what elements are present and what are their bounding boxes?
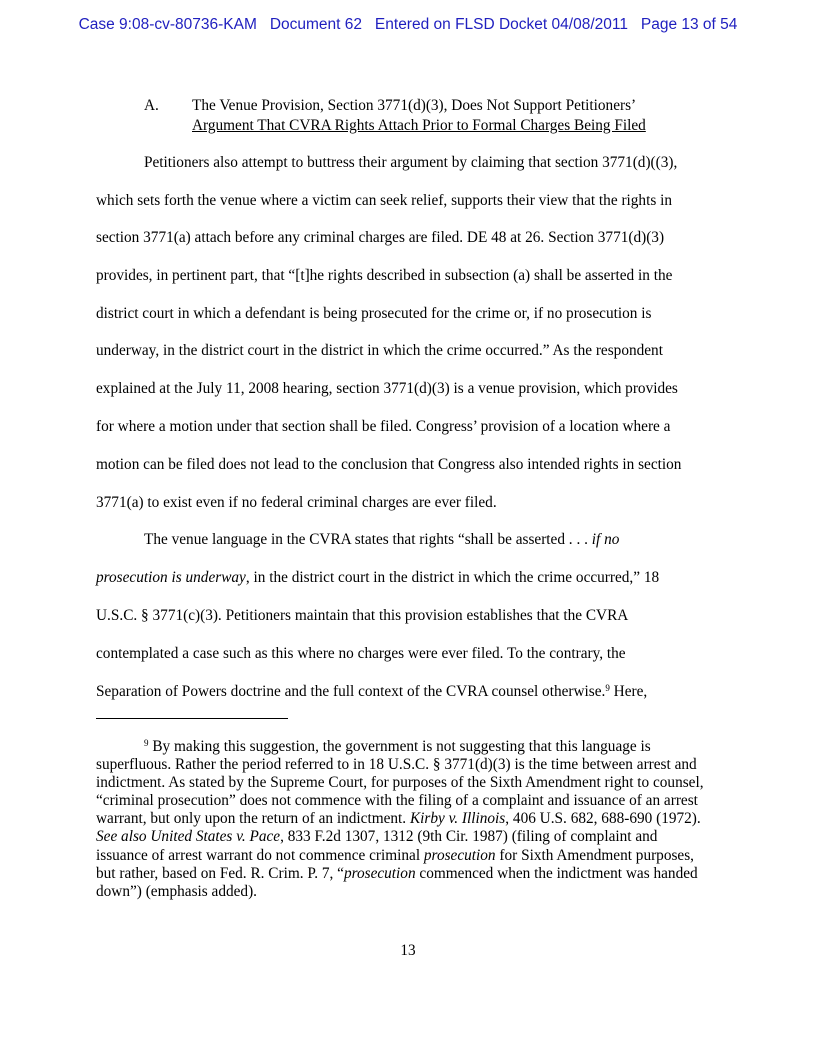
- body-line: explained at the July 11, 2008 hearing, section 3771(d)(3) is a venue provision, which provides: [96, 380, 678, 397]
- body-line: motion can be filed does not lead to the conclusion that Congress also intended rights in section: [96, 456, 682, 473]
- text-run: , in the district court in the district in which the crime occurred,” 18: [245, 569, 660, 586]
- body-line: underway, in the district court in the district in which the crime occurred.” As the respondent: [96, 342, 663, 359]
- text-run: commenced when the indictment was handed down”) (emphasis added).: [96, 864, 698, 900]
- body-line: [96, 569, 659, 587]
- text-run: Here,: [609, 683, 648, 700]
- text-run: , 833 F.2d 1307, 1312 (9th Cir. 1987) (filing of complaint and issuance of arrest warrant do not commence criminal: [96, 828, 658, 864]
- body-line: section 3771(a) attach before any criminal charges are filed. DE 48 at 26. Section 3771(d)(3): [96, 229, 665, 246]
- body-line: which sets forth the venue where a victim can seek relief, supports their view that the rights in: [96, 192, 673, 209]
- footnote-separator: [96, 718, 288, 719]
- body-line: Petitioners also attempt to buttress their argument by claiming that section 3771(d)((3),: [144, 154, 678, 171]
- italic-run: if no: [591, 531, 620, 548]
- text-run: for Sixth Amendment purposes, but rather, based on Fed. R. Crim. P. 7, “: [96, 846, 694, 882]
- heading-line-2: Argument That CVRA Rights Attach Prior to Formal Charges Being Filed: [192, 117, 646, 134]
- body-line: provides, in pertinent part, that “[t]he rights described in subsection (a) shall be asserted in the: [96, 267, 673, 284]
- italic-run: prosecution: [423, 846, 496, 864]
- footnote-number: 9: [144, 738, 149, 748]
- body-line: for where a motion under that section shall be filed. Congress’ provision of a location where a: [96, 418, 671, 435]
- heading-letter: A.: [144, 97, 159, 114]
- body-line: contemplated a case such as this where no charges were ever filed. To the contrary, the: [96, 645, 626, 662]
- body-line: 3771(a) to exist even if no federal criminal charges are ever filed.: [96, 494, 497, 511]
- footnote-reference[interactable]: 9: [605, 683, 610, 693]
- italic-run: prosecution is underway: [96, 569, 246, 586]
- text-run: , 406 U.S. 682, 688-690 (1972).: [505, 810, 701, 828]
- heading-line-1: The Venue Provision, Section 3771(d)(3), Does Not Support Petitioners’: [192, 97, 637, 114]
- body-line: [96, 683, 647, 701]
- text-run: By making this suggestion, the government is not suggesting that this language is superfluous. Rather the period referred to in 18 U.S.C. § 3771(d)(3) is the time between arrest and indictment. As stated by the Supreme Court, for purposes of the Sixth Amendment right to counsel, “criminal prosecution” does not commence with the filing of a complaint and issuance of an arrest warrant, but only upon the return of an indictment.: [96, 738, 704, 828]
- italic-run: Kirby v. Illinois: [409, 810, 506, 828]
- body-line: U.S.C. § 3771(c)(3). Petitioners maintain that this provision establishes that the CVRA: [96, 607, 629, 624]
- italic-run: prosecution: [343, 864, 416, 882]
- footnote-9: [96, 738, 712, 901]
- body-line: [144, 531, 619, 549]
- page-number: 13: [400, 942, 416, 959]
- docket-header: Case 9:08-cv-80736-KAM Document 62 Entered on FLSD Docket 04/08/2011 Page 13 of 54: [78, 16, 738, 33]
- body-line: district court in which a defendant is being prosecuted for the crime or, if no prosecution is: [96, 305, 652, 322]
- italic-run: See also United States v. Pace: [96, 828, 281, 846]
- text-run: The venue language in the CVRA states that rights “shall be asserted . . .: [144, 531, 592, 548]
- text-run: Separation of Powers doctrine and the full context of the CVRA counsel otherwise.: [96, 683, 606, 700]
